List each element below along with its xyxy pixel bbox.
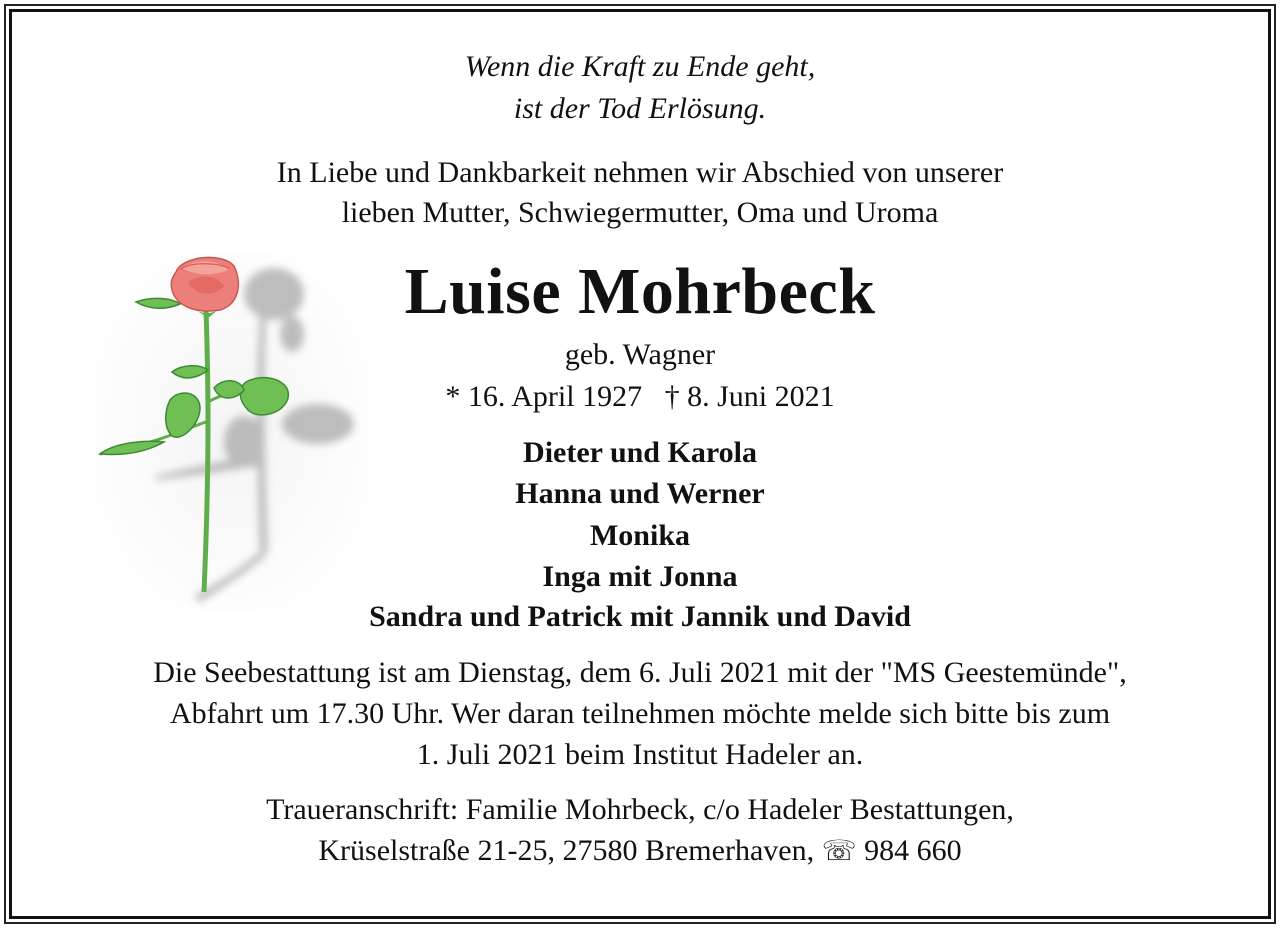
mourner-2: Hanna und Werner (515, 477, 765, 510)
address-line-2 (0, 834, 1280, 868)
burial-line-3: 1. Juli 2021 beim Institut Hadeler an. (416, 738, 864, 771)
intro-line-2: lieben Mutter, Schwiegermutter, Oma und Uroma (341, 196, 939, 229)
address-line-1: Traueranschrift: Familie Mohrbeck, c/o Hadeler Bestattungen, (266, 793, 1014, 826)
life-dates: * 16. April 1927 † 8. Juni 2021 (445, 380, 835, 413)
mourner-4: Inga mit Jonna (542, 560, 738, 593)
motto-line-1: Wenn die Kraft zu Ende geht, (464, 50, 816, 83)
birth-name: geb. Wagner (564, 338, 716, 371)
deceased-name: Luise Mohrbeck (404, 255, 876, 328)
burial-line-1: Die Seebestattung ist am Dienstag, dem 6. Juli 2021 mit der "MS Geestemünde", (153, 656, 1127, 689)
phone-number: 984 660 (864, 834, 962, 867)
motto-line-2: ist der Tod Erlösung. (513, 92, 767, 125)
intro-line-1: In Liebe und Dankbarkeit nehmen wir Abschied von unserer (276, 156, 1004, 189)
mourner-3: Monika (589, 519, 691, 552)
burial-line-2: Abfahrt um 17.30 Uhr. Wer daran teilnehmen möchte melde sich bitte bis zum (169, 697, 1111, 730)
address-street: Krüselstraße 21-25, 27580 Bremerhaven, (318, 834, 815, 867)
telephone-icon: ☏ (821, 836, 857, 867)
mourner-1: Dieter und Karola (523, 436, 757, 469)
mourner-5: Sandra und Patrick mit Jannik und David (369, 600, 911, 633)
